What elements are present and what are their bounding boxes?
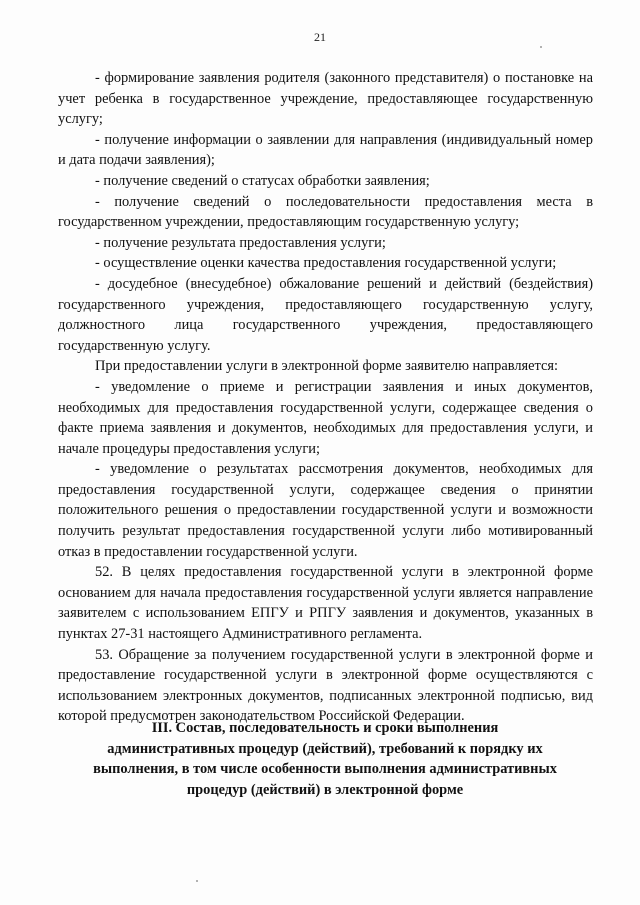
paragraph-4: - получение сведений о последовательности предоставления места в государственном учреждении, предоставляющим государственную услугу; <box>58 193 593 231</box>
paragraph-5: - получение результата предоставления услуги; <box>95 234 386 251</box>
paragraph-10: - уведомление о результатах рассмотрения документов, необходимых для предоставления государственной услуги, содержащее сведения о принятии положительного решения о предоставлении государственной услуги и возможности получить результат предоставления государственной услуги либо мотивированный отказ в предоставлении государственной услуги. <box>58 461 593 560</box>
section-heading-line-4: процедур (действий) в электронной форме <box>186 781 464 798</box>
paragraph-3: - получение сведений о статусах обработки заявления; <box>95 172 430 189</box>
paragraph-52: 52. В целях предоставления государственной услуги в электронной форме основанием для начала предоставления государственной услуги является направление заявителем с использованием ЕПГУ и РПГУ заявления и документов, указанных в пунктах 27-31 настоящего Административного регламента. <box>58 564 593 643</box>
paragraph-7: - досудебное (внесудебное) обжалование решений и действий (бездействия) государственного учреждения, предоставляющего государственную услугу, должностного лица государственного учреждения, предоставляющего государственную услугу. <box>58 275 593 354</box>
page-number: 21 <box>314 30 326 44</box>
paragraph-8: При предоставлении услуги в электронной форме заявителю направляется: <box>95 358 558 375</box>
scan-artifact <box>540 46 542 48</box>
section-heading-line-1: III. Состав, последовательность и сроки выполнения <box>151 720 499 736</box>
paragraph-1: - формирование заявления родителя (законного представителя) о постановке на учет ребенка в государственное учреждение, предоставляющее государственную услугу; <box>58 70 593 128</box>
section-heading-line-3: выполнения, в том числе особенности выполнения административных <box>93 761 557 778</box>
paragraph-9: - уведомление о приеме и регистрации заявления и иных документов, необходимых для предоставления государственной услуги, содержащее сведения о факте приема заявления и документов, необходимых для предоставления услуги, и начале процедуры предоставления услуги; <box>58 378 593 457</box>
paragraph-2: - получение информации о заявлении для направления (индивидуальный номер и дата подачи заявления); <box>58 131 593 169</box>
section-heading-line-2: административных процедур (действий), требований к порядку их <box>107 740 543 757</box>
section-heading <box>78 718 572 800</box>
scan-artifact <box>196 880 198 882</box>
paragraph-6: - осуществление оценки качества предоставления государственной услуги; <box>95 255 557 272</box>
document-body <box>58 68 593 727</box>
paragraph-53: 53. Обращение за получением государственной услуги в электронной форме и предоставление государственной услуги в электронной форме осуществляются с использованием электронных документов, подписанных электронной подписью, вид которой предусмотрен законодательством Российской Федерации. <box>58 646 593 725</box>
